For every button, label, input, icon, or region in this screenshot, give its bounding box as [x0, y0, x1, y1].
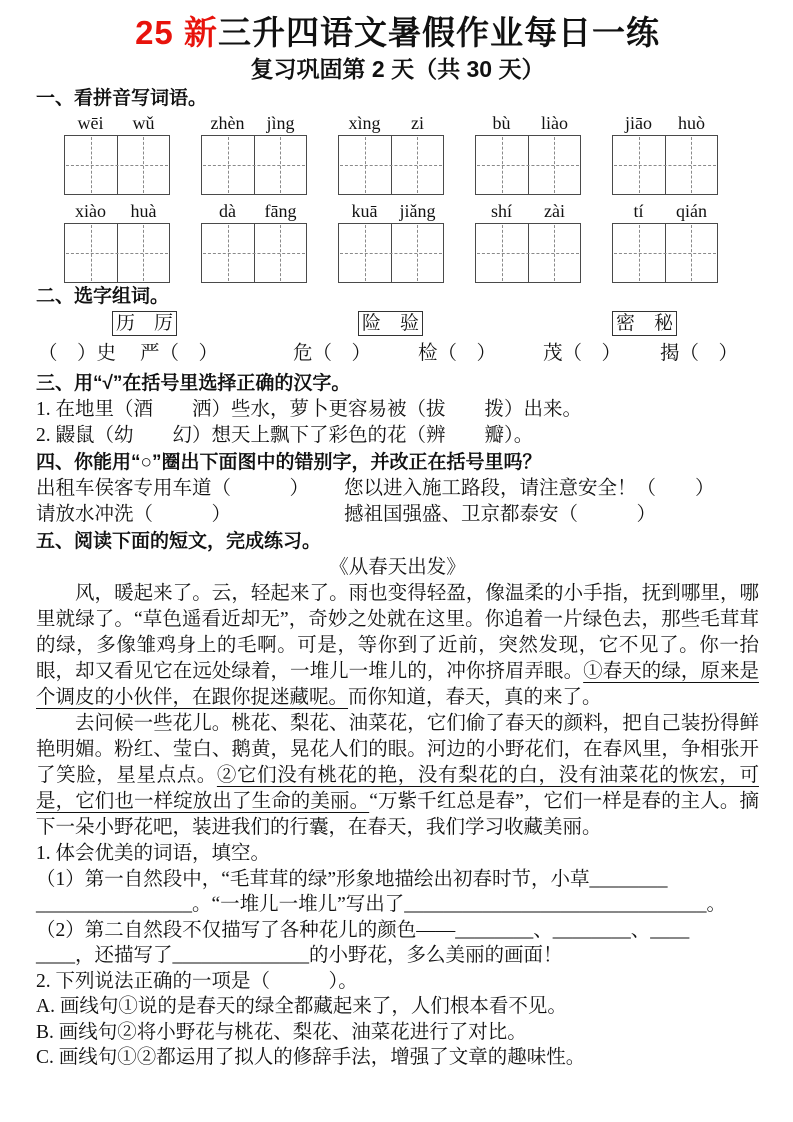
section4-left-item-1: 出租车侯客专用车道（ ）	[36, 478, 310, 499]
section3-item-1: 1. 在地里（酒 洒）些水，萝卜更容易被（拔 拨）出来。	[36, 399, 583, 420]
writing-grid-cell	[391, 224, 444, 282]
writing-grid-box	[612, 135, 718, 195]
passage-title: 《从春天出发》	[329, 557, 466, 578]
choice-char-box: 密 秘	[612, 311, 677, 336]
writing-grid-cell	[613, 136, 665, 194]
pinyin-word-unit	[338, 200, 444, 283]
fill-blank-item: 茂（ ）	[543, 343, 622, 364]
writing-grid-cell	[254, 224, 307, 282]
passage-paragraph-1	[36, 581, 759, 711]
writing-grid-box	[612, 223, 718, 283]
writing-grid-cell	[528, 224, 581, 282]
question-1-2-line1: （2）第二自然段不仅描写了各种花儿的颜色——________、________、____	[36, 919, 690, 941]
paragraph1-underlined-sentence: ①春天的绿，原来是个调皮的小伙伴，在跟你捉迷藏呢。	[36, 661, 759, 708]
fill-blank-item: 危（ ）	[293, 343, 372, 364]
section4-right-item-1: 您以进入施工路段，请注意安全！（ ）	[344, 478, 715, 499]
fill-blank-item: 严（ ）	[140, 343, 219, 364]
pinyin-word-unit	[201, 112, 307, 195]
pinyin-label: zhèn jìng	[210, 113, 295, 133]
pinyin-label: shí zài	[490, 201, 565, 221]
page-title-red-part: 25 新	[135, 14, 218, 51]
writing-grid-cell	[665, 224, 718, 282]
writing-grid-box	[64, 135, 170, 195]
paragraph2-text: 去问候一些花儿。桃花、梨花、油菜花，它们偷了春天的颜料，把自己装扮得鲜艳明媚。粉红、莹白、鹅黄，晃花人们的眼。河边的小野花们，在春风里，争相张开了笑脸，星星点点。	[36, 713, 759, 786]
writing-grid-box	[338, 223, 444, 283]
paragraph1-text-end: 而你知道，春天，真的来了。	[348, 687, 602, 708]
paragraph1-text: 风，暖起来了。云，轻起来了。雨也变得轻盈，像温柔的小手指，抚到哪里，哪里就绿了。“草色遥看近却无”，奇妙之处就在这里。你追着一片绿色去，那些毛茸茸的绿，多像雏鸡身上的毛啊。可是，等你到了近前，突然发现，它不见了。你一抬眼，却又看见它在远处绿着，一堆儿一堆儿的，冲你挤眉弄眼。	[36, 583, 759, 682]
pinyin-word-unit	[475, 200, 581, 283]
section2-blank-row	[36, 339, 759, 370]
writing-grid-box	[338, 135, 444, 195]
writing-grid-cell	[65, 224, 117, 282]
writing-grid-cell	[202, 224, 254, 282]
choice-char-box: 历 厉	[112, 311, 177, 336]
section4-heading: 四、你能用“○”圈出下面图中的错别字，并改正在括号里吗？	[36, 452, 542, 473]
writing-grid-box	[64, 223, 170, 283]
pinyin-word-unit	[612, 112, 718, 195]
section5-heading: 五、阅读下面的短文，完成练习。	[36, 531, 322, 552]
page-subtitle: 复习巩固第 2 天（共 30 天）	[250, 56, 545, 82]
section3-heading: 三、用“√”在括号里选择正确的汉字。	[36, 373, 351, 394]
pinyin-label: xiào huà	[75, 201, 157, 221]
writing-grid-box	[201, 135, 307, 195]
writing-grid-cell	[254, 136, 307, 194]
paragraph2-underlined-sentence: ②它们没有桃花的艳，没有梨花的白，没有油菜花的恢宏，可是，它们也一样绽放出了生命的美丽。	[36, 765, 759, 812]
fill-blank-item: 检（ ）	[418, 343, 497, 364]
page-title	[36, 12, 759, 54]
pinyin-row-2	[64, 200, 718, 283]
question-1-1-line1: （1）第一自然段中，“毛茸茸的绿”形象地描绘出初春时节，小草________	[36, 868, 668, 890]
section4-items	[36, 476, 759, 528]
pinyin-label: bù liào	[492, 113, 568, 133]
pinyin-label: xìng zi	[348, 113, 424, 133]
writing-grid-cell	[65, 136, 117, 194]
page-title-black-part: 三升四语文暑假作业每日一练	[217, 14, 660, 51]
question-1-2-line2: ____，还描写了______________的小野花，多么美丽的画面！	[36, 945, 563, 966]
pinyin-word-unit	[338, 112, 444, 195]
writing-grid-cell	[665, 136, 718, 194]
pinyin-label: jiāo huò	[625, 113, 705, 133]
question-1: 1. 体会优美的词语，填空。	[36, 843, 271, 864]
pinyin-label: dà fāng	[219, 201, 297, 221]
question-2-option-c: C. 画线句①②都运用了拟人的修辞手法，增强了文章的趣味性。	[36, 1047, 586, 1068]
section4-left-item-2: 请放水冲洗（ ）	[36, 504, 232, 525]
writing-grid-cell	[339, 224, 391, 282]
writing-grid-box	[475, 223, 581, 283]
writing-grid-cell	[476, 136, 528, 194]
writing-grid-cell	[476, 224, 528, 282]
pinyin-word-unit	[64, 200, 170, 283]
writing-grid-cell	[117, 224, 170, 282]
question-1-1-line2: ________________。“一堆儿一堆儿”写出了_______________________________。	[36, 894, 727, 915]
writing-grid-cell	[613, 224, 665, 282]
writing-grid-box	[475, 135, 581, 195]
section3-item-2: 2. 鼹鼠（幼 幻）想天上飘下了彩色的花（辨 瓣）。	[36, 425, 534, 446]
pinyin-word-unit	[475, 112, 581, 195]
question-2: 2. 下列说法正确的一项是（ ）。	[36, 970, 358, 992]
question-2-option-b: B. 画线句②将小野花与桃花、梨花、油菜花进行了对比。	[36, 1021, 527, 1043]
question-2-option-a: A. 画线句①说的是春天的绿全都藏起来了，人们根本看不见。	[36, 996, 567, 1017]
pinyin-word-unit	[64, 112, 170, 195]
section1-heading: 一、看拼音写词语。	[36, 88, 208, 109]
pinyin-row-1	[64, 112, 718, 195]
writing-grid-cell	[339, 136, 391, 194]
pinyin-label: tí qián	[633, 201, 707, 221]
pinyin-word-unit	[201, 200, 307, 283]
writing-grid-cell	[391, 136, 444, 194]
pinyin-label: wēi wǔ	[77, 113, 155, 133]
section4-right-item-2: 撼祖国强盛、卫京都泰安（ ）	[344, 504, 657, 525]
writing-grid-cell	[117, 136, 170, 194]
writing-grid-box	[201, 223, 307, 283]
choice-char-box: 险 验	[358, 311, 423, 336]
writing-grid-cell	[202, 136, 254, 194]
pinyin-label: kuā jiǎng	[351, 201, 436, 221]
section2-char-boxes	[36, 310, 759, 339]
writing-grid-cell	[528, 136, 581, 194]
pinyin-word-unit	[612, 200, 718, 283]
fill-blank-item: 揭（ ）	[660, 343, 739, 364]
fill-blank-item: （ ）史	[38, 343, 117, 364]
passage-paragraph-2	[36, 711, 759, 841]
paragraph2-text-end: “万紫千红总是春”，它们一样是春的主人。摘下一朵小野花吧，装进我们的行囊，在春天，我们学习收藏美丽。	[36, 791, 759, 838]
section2-heading: 二、选字组词。	[36, 286, 170, 307]
